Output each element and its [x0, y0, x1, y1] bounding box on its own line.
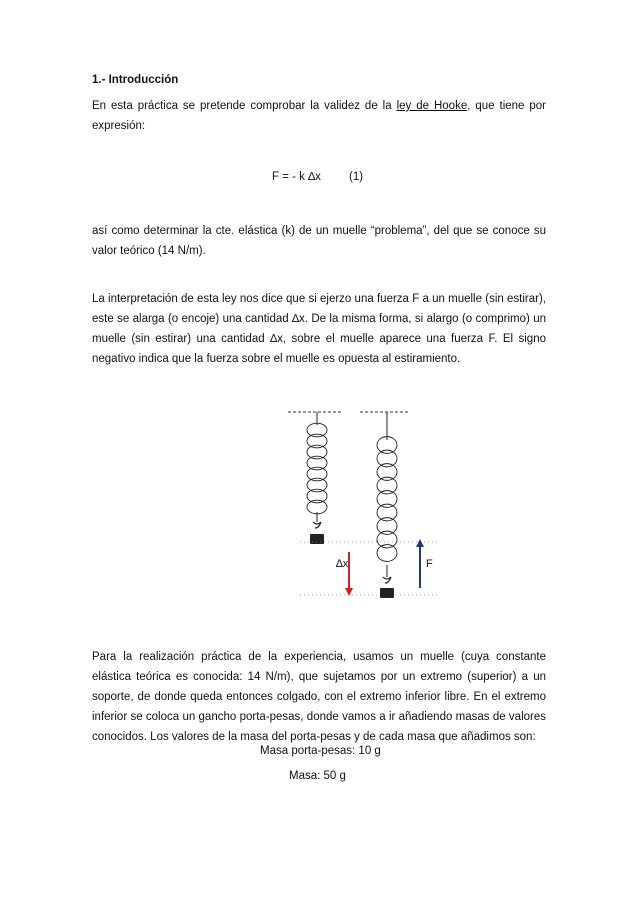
mass-value: Masa: 50 g: [289, 770, 346, 782]
objective-paragraph: así como determinar la cte. elástica (k) de un muelle “problema”, del que se conoce su valor teórico (14 N/m).: [92, 225, 546, 257]
spring-coil: [307, 434, 327, 448]
intro-text-after: , que tiene por expresión:: [92, 100, 547, 132]
intro-paragraph: [92, 96, 546, 136]
spring-coil: [377, 477, 397, 494]
force-arrowhead: [416, 539, 424, 547]
spring-coil: [307, 445, 327, 459]
spring-coil: [377, 531, 397, 548]
formula-number: (1): [349, 171, 364, 183]
spring-coil: [307, 500, 327, 514]
mass-holder-value: Masa porta-pesas: 10 g: [260, 745, 381, 757]
formula-expression: F = - k ∆x: [272, 171, 321, 183]
spring-coil: [377, 518, 397, 535]
spring-coil: [377, 450, 397, 467]
spring-coil: [307, 478, 327, 492]
spring-coil: [307, 489, 327, 503]
delta-x-label: ∆x: [336, 558, 349, 570]
spring-coil: [377, 504, 397, 521]
mass-left: [310, 522, 324, 544]
spring-coil: [307, 456, 327, 470]
spring-right-coils: [377, 437, 397, 562]
spring-coil: [377, 545, 397, 562]
spring-coil: [377, 491, 397, 508]
mass-right: [380, 577, 394, 598]
spring-coil: [377, 464, 397, 481]
force-label: F: [426, 558, 433, 570]
interpretation-paragraph: La interpretación de esta ley nos dice que si ejerzo una fuerza F a un muelle (sin estirar), este se alarga (o encoje) una cantidad ∆x. De la misma forma, si alargo (o comprimo) un muelle (sin estirar) una cantidad ∆x, sobre el muelle aparece una fuerza F. El signo negativo indica que la fuerza sobre el muelle es opuesta al estiramiento.: [92, 293, 546, 365]
spring-coil: [307, 423, 327, 437]
spring-diagram: [280, 400, 460, 610]
procedure-paragraph: Para la realización práctica de la experiencia, usamos un muelle (cuya constante elástica teórica es conocida: 14 N/m), que sujetamos por un extremo (superior) a un soporte, de donde queda entonces colgado, con el extremo inferior libre. En el extremo inferior se coloca un gancho porta-pesas, donde vamos a ir añadiendo masas de valores conocidos. Los valores de la masa del porta-pesas y de cada masa que añadimos son:: [92, 651, 546, 743]
spring-figure: [280, 400, 460, 610]
intro-text-before: En esta práctica se pretende comprobar la validez de la: [92, 100, 397, 112]
delta-x-arrowhead: [345, 588, 353, 596]
spring-left-coils: [307, 423, 327, 514]
section-heading: 1.- Introducción: [92, 74, 179, 86]
spring-coil: [307, 467, 327, 481]
hooke-law-link[interactable]: ley de Hooke: [396, 100, 468, 112]
